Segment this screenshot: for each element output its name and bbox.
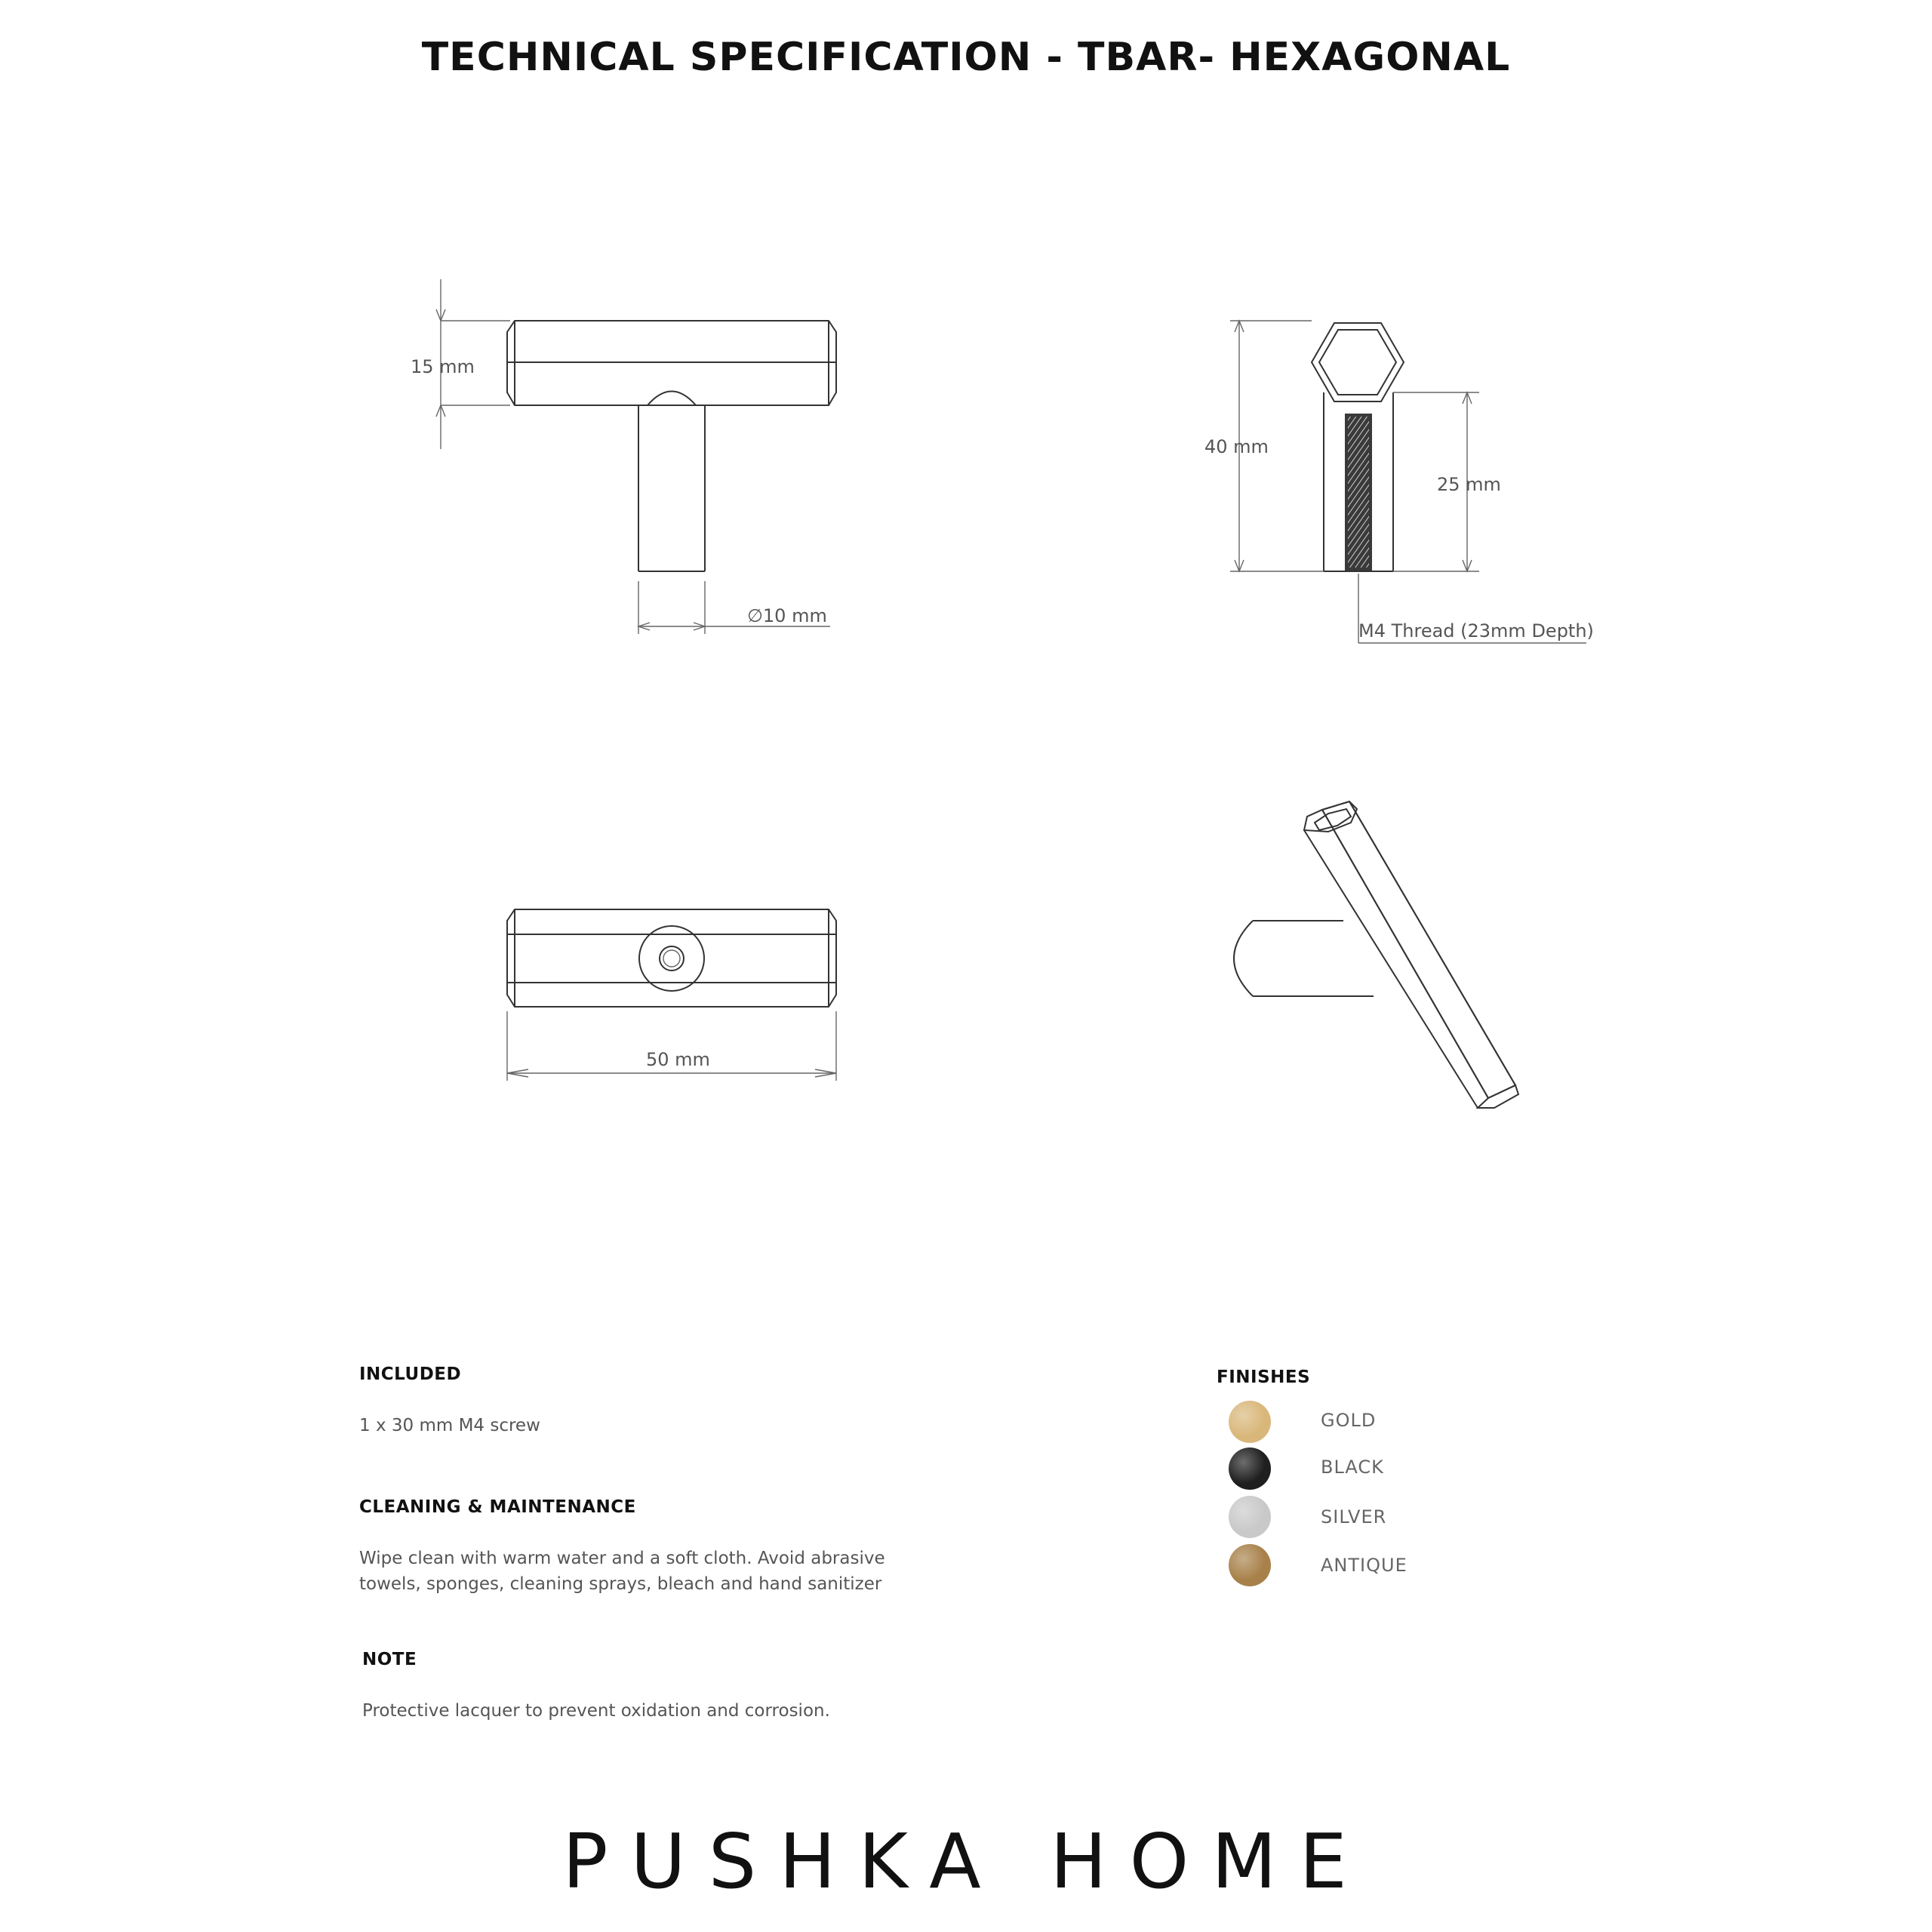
front-view xyxy=(436,279,836,634)
finish-label-gold: GOLD xyxy=(1321,1410,1377,1431)
finish-label-antique: ANTIQUE xyxy=(1321,1555,1407,1576)
silver-swatch xyxy=(1229,1496,1271,1538)
black-swatch xyxy=(1229,1447,1271,1490)
dim-25mm-label: 25 mm xyxy=(1437,474,1501,495)
brand-logo-text: PUSHKA HOME xyxy=(562,1817,1370,1906)
dim-50mm-label: 50 mm xyxy=(646,1049,710,1070)
finish-label-silver: SILVER xyxy=(1321,1506,1387,1527)
cleaning-text-line2: towels, sponges, cleaning sprays, bleach and hand sanitizer xyxy=(359,1574,882,1594)
included-text: 1 x 30 mm M4 screw xyxy=(359,1416,540,1435)
cleaning-text-line1: Wipe clean with warm water and a soft cloth. Avoid abrasive xyxy=(359,1549,885,1568)
thread-label: M4 Thread (23mm Depth) xyxy=(1358,620,1594,641)
page-title: TECHNICAL SPECIFICATION - TBAR- HEXAGONAL xyxy=(421,35,1511,80)
finish-label-black: BLACK xyxy=(1321,1457,1384,1478)
side-view xyxy=(1230,321,1586,643)
antique-swatch xyxy=(1229,1544,1271,1586)
dim-10mm-label: ∅10 mm xyxy=(747,605,827,626)
perspective-view xyxy=(1234,801,1518,1108)
note-text: Protective lacquer to prevent oxidation and corrosion. xyxy=(362,1701,830,1721)
cleaning-heading: CLEANING & MAINTENANCE xyxy=(359,1497,636,1517)
gold-swatch xyxy=(1229,1401,1271,1443)
included-heading: INCLUDED xyxy=(359,1364,462,1384)
note-heading: NOTE xyxy=(362,1650,417,1669)
dim-40mm-label: 40 mm xyxy=(1204,436,1269,457)
dim-15mm-label: 15 mm xyxy=(411,356,475,377)
finishes-heading: FINISHES xyxy=(1217,1367,1311,1387)
